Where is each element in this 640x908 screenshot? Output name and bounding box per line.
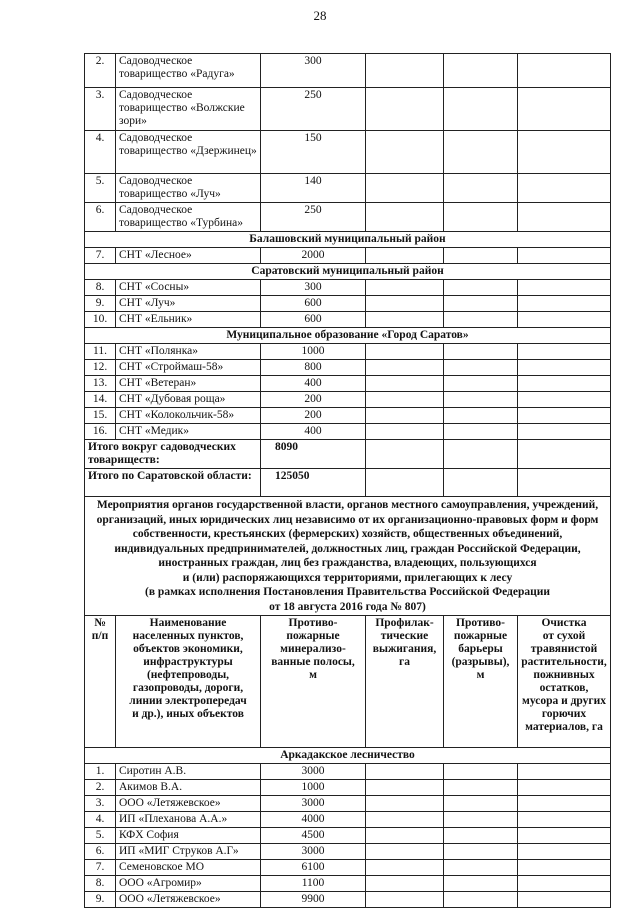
- empty-cell: [444, 440, 518, 469]
- table-row: [85, 424, 611, 440]
- empty-cell: [444, 392, 518, 408]
- empty-cell: [444, 469, 518, 497]
- table-row: [85, 780, 611, 796]
- object-name: СНТ «Лесное»: [116, 248, 261, 264]
- total-label: Итого по Саратовской области:: [85, 469, 261, 497]
- empty-cell: [444, 828, 518, 844]
- text-line: м: [309, 669, 317, 681]
- total-label: Итого вокруг садоводческих товариществ:: [85, 440, 261, 469]
- empty-cell: [366, 469, 444, 497]
- empty-cell: [518, 408, 611, 424]
- empty-cell: [518, 860, 611, 876]
- table-row: [85, 764, 611, 780]
- object-name: СНТ «Дубовая роща»: [116, 392, 261, 408]
- empty-cell: [366, 174, 444, 203]
- row-number: 7.: [85, 860, 116, 876]
- empty-cell: [444, 376, 518, 392]
- table-row: [85, 296, 611, 312]
- object-name: СНТ «Сосны»: [116, 280, 261, 296]
- empty-cell: [366, 860, 444, 876]
- text-line: собственности, крестьянских (фермерских) хозяйств, общественных объединений,: [132, 528, 563, 540]
- text-line: м: [476, 669, 485, 681]
- text-line: населенных пунктов,: [132, 630, 244, 642]
- empty-cell: [444, 312, 518, 328]
- object-name: Сиротин А.В.: [116, 764, 261, 780]
- empty-cell: [444, 876, 518, 892]
- empty-cell: [366, 296, 444, 312]
- empty-cell: [518, 876, 611, 892]
- empty-cell: [518, 469, 611, 497]
- section-title: Саратовский муниципальный район: [85, 264, 611, 280]
- object-name: ООО «Летяжевское»: [116, 892, 261, 908]
- text-line: от 18 августа 2016 года № 807): [269, 600, 426, 613]
- object-name: Садоводческое товарищество «Дзержинец»: [116, 131, 261, 174]
- empty-cell: [366, 780, 444, 796]
- text-line: материалов, га: [525, 721, 603, 733]
- strip-length: 200: [261, 408, 366, 424]
- strip-length: 2000: [261, 248, 366, 264]
- text-line: инфраструктуры: [143, 656, 233, 668]
- measures-paragraph: [85, 497, 611, 616]
- empty-cell: [518, 131, 611, 174]
- empty-cell: [366, 440, 444, 469]
- row-number: 1.: [85, 764, 116, 780]
- table-row: [85, 54, 611, 88]
- object-name: СНТ «Ветеран»: [116, 376, 261, 392]
- text-line: барьеры: [458, 643, 503, 655]
- empty-cell: [518, 344, 611, 360]
- table-row: [85, 892, 611, 908]
- empty-cell: [518, 248, 611, 264]
- text-line: и (или) распоряжающихся территориями, прилегающих к лесу: [182, 571, 513, 584]
- object-name: ООО «Летяжевское»: [116, 796, 261, 812]
- strip-length: 9900: [261, 892, 366, 908]
- empty-cell: [518, 312, 611, 328]
- row-number: 11.: [85, 344, 116, 360]
- empty-cell: [366, 88, 444, 131]
- strip-length: 400: [261, 376, 366, 392]
- object-name: СНТ «Луч»: [116, 296, 261, 312]
- table-row: [85, 88, 611, 131]
- empty-cell: [444, 860, 518, 876]
- empty-cell: [518, 440, 611, 469]
- empty-cell: [444, 88, 518, 131]
- fire-measures-table: [84, 53, 611, 908]
- table-row: [85, 376, 611, 392]
- row-number: 3.: [85, 88, 116, 131]
- table-row: [85, 392, 611, 408]
- object-name: Акимов В.А.: [116, 780, 261, 796]
- object-name: Садоводческое товарищество «Турбина»: [116, 203, 261, 232]
- empty-cell: [444, 344, 518, 360]
- row-number: 5.: [85, 828, 116, 844]
- empty-cell: [444, 54, 518, 88]
- table-row: [85, 344, 611, 360]
- total-value: 125050: [261, 469, 366, 497]
- empty-cell: [518, 174, 611, 203]
- empty-cell: [444, 248, 518, 264]
- header-burn: [366, 616, 444, 748]
- table-row: [85, 174, 611, 203]
- strip-length: 3000: [261, 844, 366, 860]
- measures-row: [85, 497, 611, 616]
- empty-cell: [366, 360, 444, 376]
- text-line: иностранных граждан, лиц без гражданства, владеющих, пользующихся: [158, 557, 537, 569]
- table-row: [85, 860, 611, 876]
- header-cleaning: [518, 616, 611, 748]
- table-row: [85, 360, 611, 376]
- empty-cell: [366, 392, 444, 408]
- object-name: Садоводческое товарищество «Волжские зори»: [116, 88, 261, 131]
- text-line: (нефтепроводы,: [146, 669, 230, 681]
- text-line: тические: [380, 630, 429, 642]
- text-line: горючих: [541, 708, 587, 720]
- text-line: от сухой: [542, 630, 586, 642]
- section-title: Муниципальное образование «Город Саратов»: [85, 328, 611, 344]
- strip-length: 800: [261, 360, 366, 376]
- text-line: пожарные: [453, 630, 508, 642]
- strip-length: 600: [261, 296, 366, 312]
- text-line: линии электропередач: [129, 695, 247, 707]
- strip-length: 400: [261, 424, 366, 440]
- object-name: ИП «Плеханова А.А.»: [116, 812, 261, 828]
- empty-cell: [444, 892, 518, 908]
- row-number: 9.: [85, 892, 116, 908]
- empty-cell: [444, 280, 518, 296]
- text-line: (в рамках исполнения Постановления Правительства Российской Федерации: [145, 586, 550, 598]
- strip-length: 300: [261, 54, 366, 88]
- total-region-row: [85, 469, 611, 497]
- header-num: [85, 616, 116, 748]
- total-value: 8090: [261, 440, 366, 469]
- section-arkadak: [85, 748, 611, 764]
- strip-length: 4000: [261, 812, 366, 828]
- empty-cell: [366, 876, 444, 892]
- strip-length: 250: [261, 203, 366, 232]
- empty-cell: [518, 280, 611, 296]
- strip-length: 200: [261, 392, 366, 408]
- empty-cell: [366, 764, 444, 780]
- empty-cell: [518, 360, 611, 376]
- empty-cell: [444, 131, 518, 174]
- header-barriers: [444, 616, 518, 748]
- empty-cell: [518, 296, 611, 312]
- strip-length: 1000: [261, 780, 366, 796]
- row-number: 13.: [85, 376, 116, 392]
- text-line: (разрывы),: [451, 656, 510, 668]
- empty-cell: [366, 203, 444, 232]
- empty-cell: [518, 424, 611, 440]
- object-name: СНТ «Колокольчик-58»: [116, 408, 261, 424]
- text-line: Мероприятия органов государственной власти, органов местного самоуправления, учреждений,: [96, 499, 599, 511]
- empty-cell: [518, 844, 611, 860]
- empty-cell: [366, 248, 444, 264]
- strip-length: 150: [261, 131, 366, 174]
- text-line: индивидуальных предпринимателей, должностных лиц, граждан Российской Федерации,: [114, 542, 581, 555]
- empty-cell: [366, 280, 444, 296]
- text-line: №: [94, 617, 106, 629]
- row-number: 8.: [85, 876, 116, 892]
- text-line: и др.), иных объектов: [132, 708, 244, 720]
- table-row: [85, 248, 611, 264]
- strip-length: 4500: [261, 828, 366, 844]
- empty-cell: [518, 376, 611, 392]
- empty-cell: [444, 408, 518, 424]
- table-row: [85, 844, 611, 860]
- text-line: Очистка: [541, 617, 587, 629]
- empty-cell: [518, 203, 611, 232]
- table-row: [85, 312, 611, 328]
- text-line: растительности,: [521, 656, 607, 668]
- empty-cell: [366, 376, 444, 392]
- row-number: 15.: [85, 408, 116, 424]
- section-saratov-city: [85, 328, 611, 344]
- row-number: 14.: [85, 392, 116, 408]
- row-number: 4.: [85, 131, 116, 174]
- row-number: 5.: [85, 174, 116, 203]
- text-line: остатков,: [539, 682, 589, 694]
- table-row: [85, 828, 611, 844]
- object-name: Садоводческое товарищество «Радуга»: [116, 54, 261, 88]
- empty-cell: [518, 892, 611, 908]
- object-name: СНТ «Полянка»: [116, 344, 261, 360]
- text-line: Наименование: [149, 617, 227, 629]
- row-number: 6.: [85, 844, 116, 860]
- row-number: 16.: [85, 424, 116, 440]
- empty-cell: [366, 892, 444, 908]
- table-row: [85, 280, 611, 296]
- section-saratov-district: [85, 264, 611, 280]
- object-name: Садоводческое товарищество «Луч»: [116, 174, 261, 203]
- text-line: выжигания,: [372, 643, 437, 655]
- empty-cell: [444, 174, 518, 203]
- strip-length: 600: [261, 312, 366, 328]
- total-gardens-row: [85, 440, 611, 469]
- row-number: 6.: [85, 203, 116, 232]
- text-line: газопроводы, дороги,: [132, 682, 244, 694]
- row-number: 10.: [85, 312, 116, 328]
- empty-cell: [518, 812, 611, 828]
- empty-cell: [366, 131, 444, 174]
- table-row: [85, 796, 611, 812]
- empty-cell: [444, 780, 518, 796]
- empty-cell: [518, 828, 611, 844]
- row-number: 8.: [85, 280, 116, 296]
- header-strips: [261, 616, 366, 748]
- text-line: Противо-: [288, 617, 338, 629]
- text-line: Профилак-: [375, 617, 434, 629]
- empty-cell: [518, 780, 611, 796]
- strip-length: 6100: [261, 860, 366, 876]
- empty-cell: [444, 360, 518, 376]
- row-number: 7.: [85, 248, 116, 264]
- strip-length: 1000: [261, 344, 366, 360]
- strip-length: 250: [261, 88, 366, 131]
- section-title: Балашовский муниципальный район: [85, 232, 611, 248]
- text-line: пожарные: [286, 630, 340, 642]
- strip-length: 3000: [261, 764, 366, 780]
- row-number: 3.: [85, 796, 116, 812]
- strip-length: 140: [261, 174, 366, 203]
- text-line: п/п: [91, 630, 109, 642]
- row-number: 12.: [85, 360, 116, 376]
- row-number: 9.: [85, 296, 116, 312]
- empty-cell: [366, 312, 444, 328]
- text-line: га: [399, 656, 410, 668]
- table-row: [85, 876, 611, 892]
- text-line: мусора и других: [521, 695, 606, 707]
- object-name: ООО «Агромир»: [116, 876, 261, 892]
- object-name: СНТ «Строймаш-58»: [116, 360, 261, 376]
- page-number: 28: [313, 8, 327, 23]
- text-line: минерализо-: [280, 643, 346, 655]
- row-number: 2.: [85, 54, 116, 88]
- text-line: травянистой: [530, 643, 598, 655]
- header-name: [116, 616, 261, 748]
- row-number: 2.: [85, 780, 116, 796]
- empty-cell: [366, 828, 444, 844]
- empty-cell: [444, 764, 518, 780]
- table-row: [85, 408, 611, 424]
- empty-cell: [518, 88, 611, 131]
- empty-cell: [444, 844, 518, 860]
- object-name: ИП «МИГ Струков А.Г»: [116, 844, 261, 860]
- section-balashov: [85, 232, 611, 248]
- table-row: [85, 131, 611, 174]
- empty-cell: [518, 764, 611, 780]
- row-number: 4.: [85, 812, 116, 828]
- empty-cell: [518, 54, 611, 88]
- object-name: СНТ «Медик»: [116, 424, 261, 440]
- strip-length: 3000: [261, 796, 366, 812]
- empty-cell: [518, 796, 611, 812]
- column-headers: [85, 616, 611, 748]
- text-line: пожнивных: [533, 669, 595, 681]
- object-name: КФХ София: [116, 828, 261, 844]
- empty-cell: [444, 203, 518, 232]
- text-line: Противо-: [456, 617, 505, 629]
- section-title: Аркадакское лесничество: [85, 748, 611, 764]
- empty-cell: [444, 812, 518, 828]
- strip-length: 1100: [261, 876, 366, 892]
- empty-cell: [366, 54, 444, 88]
- empty-cell: [444, 424, 518, 440]
- empty-cell: [366, 408, 444, 424]
- empty-cell: [366, 796, 444, 812]
- text-line: организаций, иных юридических лиц независимо от их организационно-правовых форм и форм: [96, 513, 599, 526]
- empty-cell: [366, 424, 444, 440]
- empty-cell: [366, 844, 444, 860]
- text-line: объектов экономики,: [133, 643, 243, 655]
- object-name: СНТ «Ельник»: [116, 312, 261, 328]
- empty-cell: [518, 392, 611, 408]
- text-line: ванные полосы,: [271, 656, 355, 668]
- empty-cell: [444, 296, 518, 312]
- table-row: [85, 203, 611, 232]
- empty-cell: [366, 344, 444, 360]
- object-name: Семеновское МО: [116, 860, 261, 876]
- empty-cell: [444, 796, 518, 812]
- empty-cell: [366, 812, 444, 828]
- table-row: [85, 812, 611, 828]
- strip-length: 300: [261, 280, 366, 296]
